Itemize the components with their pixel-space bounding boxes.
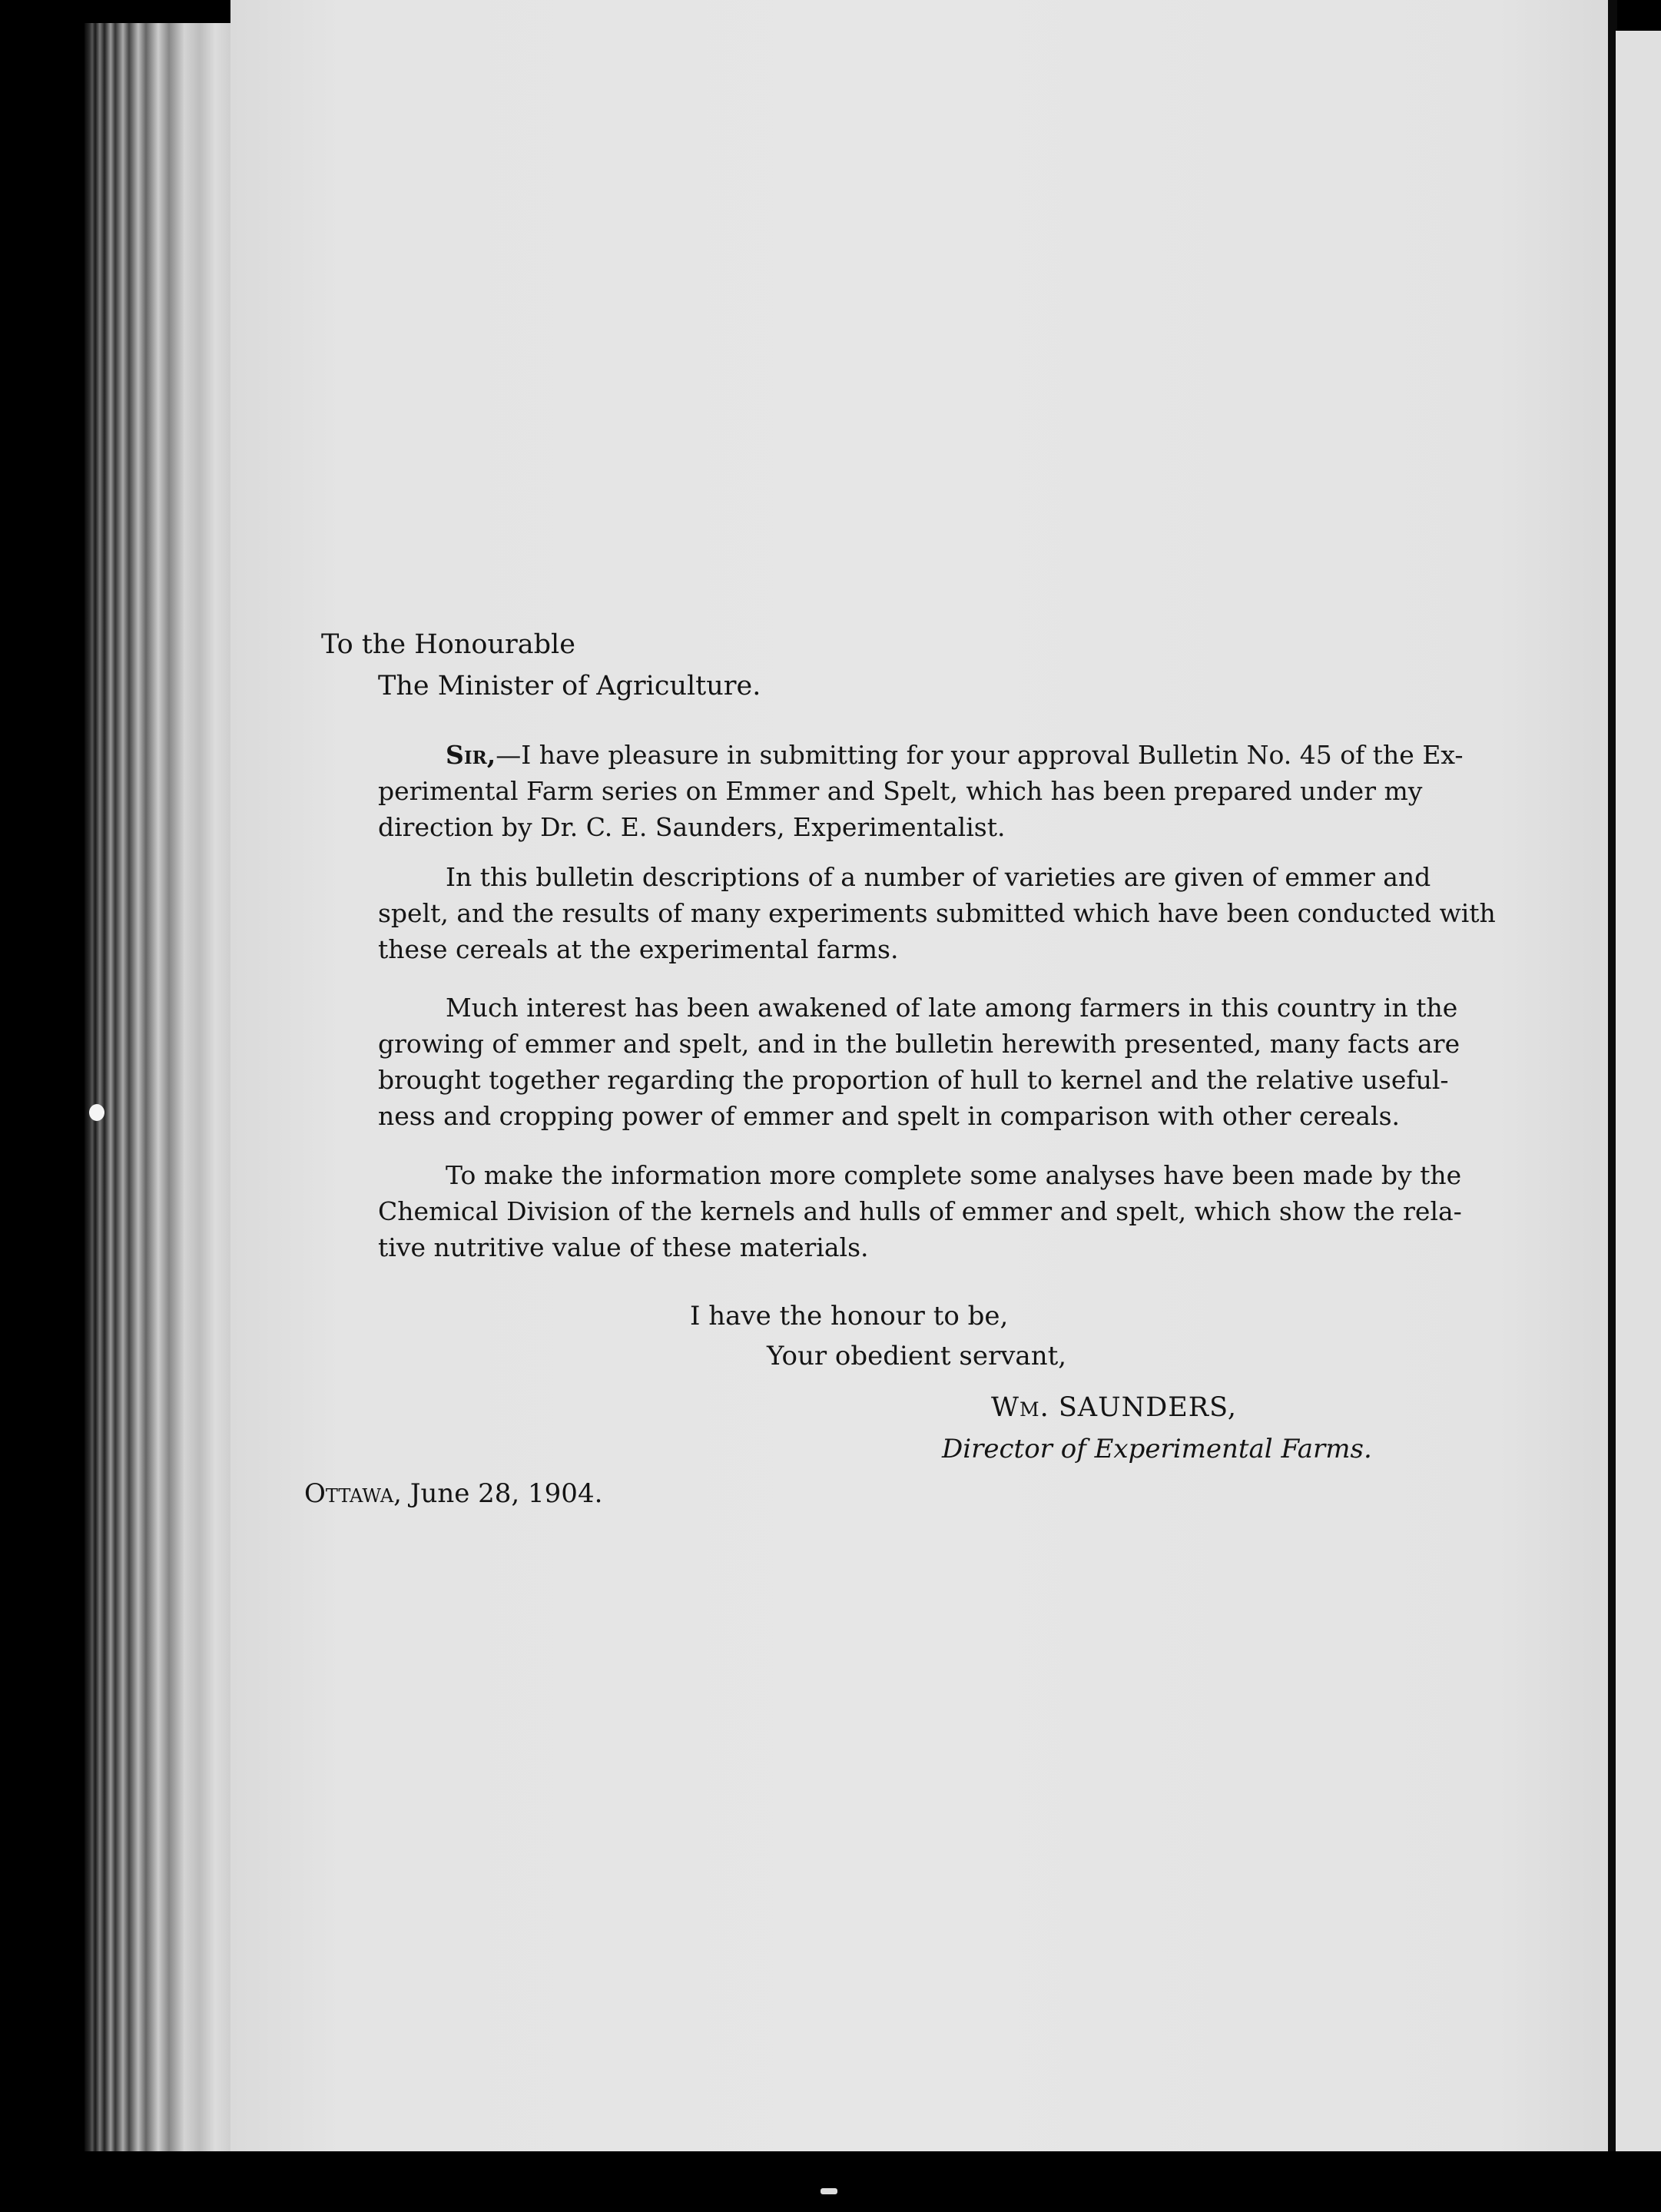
paragraph-line: direction by Dr. C. E. Saunders, Experimentalist. bbox=[378, 812, 1006, 842]
paragraph-line: In this bulletin descriptions of a number of varieties are given of emmer and bbox=[446, 862, 1431, 892]
salutation-sir: Sir, bbox=[446, 740, 496, 770]
closing-line-1: I have the honour to be, bbox=[690, 1301, 1009, 1332]
salutation-line-2: The Minister of Agriculture. bbox=[378, 671, 761, 701]
next-page-edge bbox=[1616, 31, 1661, 2167]
signature-name: Wm. SAUNDERS, bbox=[991, 1392, 1238, 1423]
dateline-place: Ottawa, bbox=[304, 1478, 402, 1509]
scan-speck bbox=[821, 2188, 837, 2194]
letter-paragraph-1 bbox=[310, 737, 1464, 845]
book-spine bbox=[85, 23, 230, 2167]
letter-paragraph-2 bbox=[310, 859, 1496, 967]
scan-speck bbox=[89, 1104, 104, 1121]
paragraph-line: these cereals at the experimental farms. bbox=[378, 934, 899, 964]
paragraph-line: brought together regarding the proportion of hull to kernel and the relative useful- bbox=[378, 1065, 1449, 1095]
letter-paragraph-3 bbox=[310, 990, 1460, 1134]
paragraph-line: Much interest has been awakened of late among farmers in this country in the bbox=[446, 993, 1458, 1023]
paragraph-line: tive nutritive value of these materials. bbox=[378, 1232, 869, 1262]
letter-paragraph-4 bbox=[310, 1157, 1462, 1265]
paragraph-line: growing of emmer and spelt, and in the bulletin herewith presented, many facts are bbox=[378, 1029, 1460, 1059]
paragraph-line: Chemical Division of the kernels and hulls of emmer and spelt, which show the rela- bbox=[378, 1196, 1462, 1226]
paragraph-line: To make the information more complete some analyses have been made by the bbox=[446, 1160, 1462, 1190]
scan-bottom-border bbox=[0, 2151, 1661, 2212]
dateline-date: June 28, 1904. bbox=[409, 1478, 603, 1509]
paragraph-line: spelt, and the results of many experiments submitted which have been conducted with bbox=[378, 898, 1496, 928]
dateline bbox=[304, 1478, 603, 1509]
paragraph-line: perimental Farm series on Emmer and Spelt, which has been prepared under my bbox=[378, 776, 1423, 806]
paragraph-line: ness and cropping power of emmer and spelt in comparison with other cereals. bbox=[378, 1101, 1400, 1131]
paragraph-line: Sir,—I have pleasure in submitting for your approval Bulletin No. 45 of the Ex- bbox=[446, 740, 1464, 770]
salutation-line-1: To the Honourable bbox=[321, 629, 575, 660]
signature-title: Director of Experimental Farms. bbox=[942, 1434, 1372, 1464]
closing-line-2: Your obedient servant, bbox=[767, 1341, 1067, 1371]
